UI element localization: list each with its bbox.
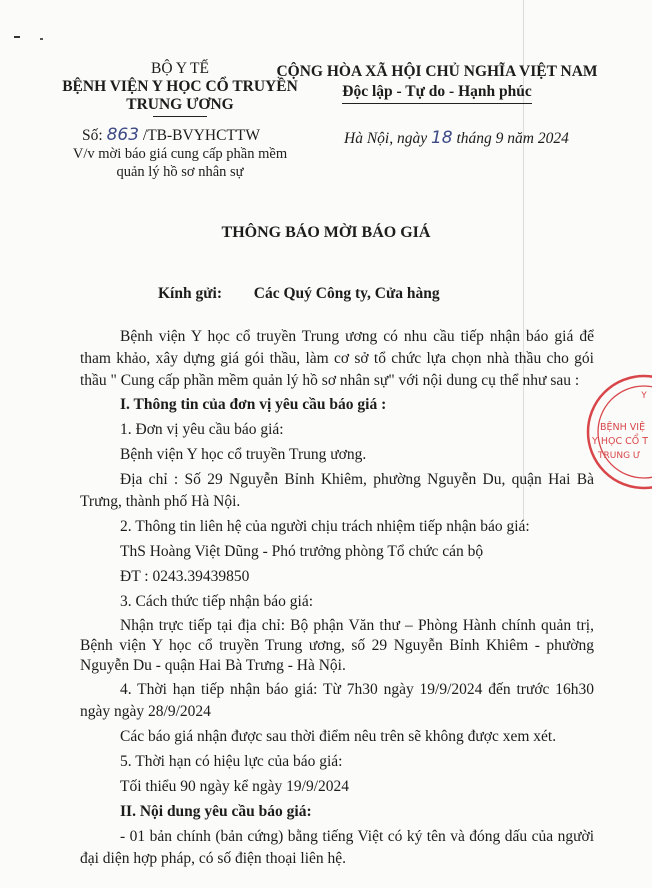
recipient-label: Kính gửi: xyxy=(158,285,222,302)
contact-name: ThS Hoàng Việt Dũng - Phó trưởng phòng Tổ chức cán bộ xyxy=(120,543,484,560)
hospital-name-line2 xyxy=(126,96,234,114)
scan-mark xyxy=(14,36,20,38)
hospital-name-line2-text: TRUNG ƯƠNG xyxy=(126,96,234,113)
ministry-name: BỘ Y TẾ xyxy=(151,60,209,77)
item3-label: 3. Cách thức tiếp nhận báo giá: xyxy=(120,593,314,610)
seal-text-line1: BỆNH VIỆ xyxy=(600,422,646,433)
motto-text: Độc lập - Tự do - Hạnh phúc xyxy=(342,83,532,100)
issue-date xyxy=(344,128,569,148)
hospital-name-line1: BỆNH VIỆN Y HỌC CỔ TRUYỀN xyxy=(62,78,298,95)
national-motto xyxy=(342,82,531,102)
date-suffix: tháng 9 năm 2024 xyxy=(456,130,569,147)
official-seal-stamp xyxy=(584,372,652,492)
seal-text-line3: TRUNG Ư xyxy=(598,451,641,461)
doc-number-handwritten: 863 xyxy=(106,125,140,145)
document-title: THÔNG BÁO MỜI BÁO GIÁ xyxy=(221,224,431,241)
issuer-underline xyxy=(153,116,207,117)
contact-phone: ĐT : 0243.39439850 xyxy=(120,568,250,585)
date-day-handwritten: 18 xyxy=(430,128,453,148)
doc-number-suffix: /TB-BVYHCTTW xyxy=(142,127,260,144)
document-body xyxy=(80,326,594,870)
intro-paragraph: Bệnh viện Y học cổ truyền Trung ương có nhu cầu tiếp nhận báo giá để tham khảo, xây dựng giá gói thầu, làm cơ sở tổ chức lựa chọn nhà thầu cho gói thầu " Cung cấp phần mềm quản lý hồ sơ nhân sự" với nội dung cụ thể như sau : xyxy=(80,328,594,389)
item4-note: Các báo giá nhận được sau thời điểm nêu trên sẽ không được xem xét. xyxy=(120,728,557,745)
item1-value: Bệnh viện Y học cổ truyền Trung ương. xyxy=(120,446,367,463)
subject-line1: V/v mời báo giá cung cấp phần mềm xyxy=(72,146,288,162)
doc-number-prefix: Số: xyxy=(82,127,103,144)
item4-paragraph: 4. Thời hạn tiếp nhận báo giá: Từ 7h30 ngày 19/9/2024 đến trước 16h30 ngày ngày 28/9/2024 xyxy=(80,681,594,720)
item5-value: Tối thiểu 90 ngày kể ngày 19/9/2024 xyxy=(120,778,350,795)
address-paragraph: Địa chỉ : Số 29 Nguyễn Bỉnh Khiêm, phường Nguyễn Du, quận Hai Bà Trưng, thành phố Hà Nội. xyxy=(80,471,594,510)
section2-bullet1: - 01 bản chính (bản cứng) bằng tiếng Việt có ký tên và đóng dấu của người đại diện hợp pháp, có số điện thoại liên hệ. xyxy=(80,828,594,867)
seal-star: Y xyxy=(641,391,647,401)
item1-label: 1. Đơn vị yêu cầu báo giá: xyxy=(120,421,284,438)
section1-heading: I. Thông tin của đơn vị yêu cầu báo giá : xyxy=(120,396,387,413)
item2-label: 2. Thông tin liên hệ của người chịu trách nhiệm tiếp nhận báo giá: xyxy=(120,518,530,535)
recipient-line xyxy=(158,285,440,303)
subject-line2: quản lý hồ sơ nhân sự xyxy=(116,164,244,180)
seal-text-line2: Y HỌC CỔ T xyxy=(592,436,649,447)
item3-value: Nhận trực tiếp tại địa chỉ: Bộ phận Văn thư – Phòng Hành chính quản trị, Bệnh viện Y học cổ truyền Trung ương, số 29 Nguyễn Bỉnh Khiêm - phường Nguyễn Du - quận Hai Bà Trưng - Hà Nội. xyxy=(80,617,594,674)
date-prefix: Hà Nội, ngày xyxy=(344,130,428,147)
item5-label: 5. Thời hạn có hiệu lực của báo giá: xyxy=(120,753,343,770)
motto-underline xyxy=(342,103,531,104)
scan-mark xyxy=(40,38,43,40)
nation-name: CỘNG HÒA XÃ HỘI CHỦ NGHĨA VIỆT NAM xyxy=(276,63,598,80)
subject-block xyxy=(40,145,320,181)
national-header xyxy=(272,62,602,102)
recipient-value: Các Quý Công ty, Cửa hàng xyxy=(253,285,440,302)
section2-heading: II. Nội dung yêu cầu báo giá: xyxy=(120,803,312,820)
document-number xyxy=(82,125,260,145)
